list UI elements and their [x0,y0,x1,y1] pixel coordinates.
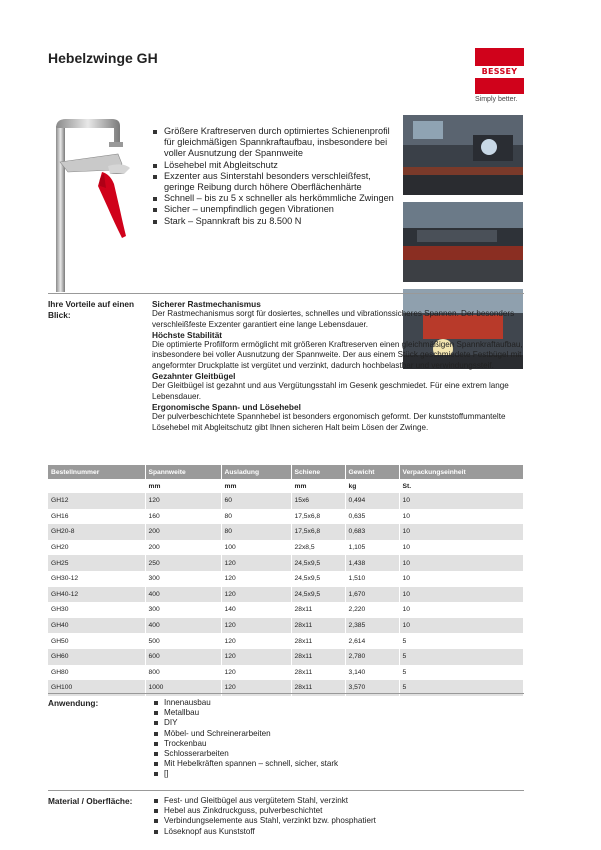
table-cell: GH16 [48,509,145,525]
table-cell: 28x11 [291,680,345,696]
list-item: Löseknopf aus Kunststoff [152,827,376,837]
table-cell: 1,105 [345,540,399,556]
material-label: Material / Oberfläche: [48,796,133,806]
table-cell: 1,670 [345,587,399,603]
workshop-photo [403,202,523,282]
table-cell: 10 [399,509,524,525]
table-cell: 300 [145,602,221,618]
table-row [48,555,524,571]
table-cell: 2,220 [345,602,399,618]
table-cell: 0,494 [345,493,399,509]
table-cell: 24,5x9,5 [291,587,345,603]
feature-item: Stark – Spannkraft bis zu 8.500 N [152,216,402,227]
list-item: Fest- und Gleitbügel aus vergütetem Stahl, verzinkt [152,796,376,806]
brand-logo [475,48,524,103]
feature-item: Größere Kraftreserven durch optimiertes Schienenprofil für gleichmäßigen Spannkraftaufbau, insbesondere bei voller Ausnutzung der Spannweite [152,126,402,160]
table-cell: 5 [399,649,524,665]
table-cell: 80 [221,509,291,525]
table-cell: 28x11 [291,633,345,649]
table-cell: 3,140 [345,665,399,681]
table-cell: GH30 [48,602,145,618]
list-item: Mit Hebelkräften spannen – schnell, sicher, stark [152,759,338,769]
application-label: Anwendung: [48,698,99,708]
section-divider [48,293,524,294]
table-cell: 0,683 [345,524,399,540]
table-cell: 250 [145,555,221,571]
table-cell: 60 [221,493,291,509]
table-cell: 10 [399,555,524,571]
section-divider [48,790,524,791]
table-cell: 10 [399,618,524,634]
table-cell: 28x11 [291,649,345,665]
logo-box [475,48,524,94]
table-cell: 0,635 [345,509,399,525]
table-cell: 5 [399,633,524,649]
advantages-label: Ihre Vorteile auf einen Blick: [48,299,135,320]
table-cell: 10 [399,524,524,540]
feature-item: Schnell – bis zu 5 x schneller als herkömmliche Zwingen [152,193,402,204]
table-cell: 1,510 [345,571,399,587]
units-row [48,479,524,493]
list-item: Verbindungselemente aus Stahl, verzinkt bzw. phosphatiert [152,816,376,826]
column-header: Bestellnummer [48,465,145,479]
table-cell: GH40 [48,618,145,634]
application-list [152,698,338,780]
table-cell: 28x11 [291,618,345,634]
list-item: DIY [152,718,338,728]
table-cell: 28x11 [291,665,345,681]
table-cell: 120 [221,587,291,603]
advantage-heading: Ergonomische Spann- und Lösehebel [152,401,301,412]
list-item: Trockenbau [152,739,338,749]
column-header: Spannweite [145,465,221,479]
table-row [48,665,524,681]
advantage-heading: Gezahnter Gleitbügel [152,371,236,382]
table-cell: GH40-12 [48,587,145,603]
table-cell: 120 [221,680,291,696]
table-cell: 120 [221,649,291,665]
product-image [48,114,148,294]
page-title: Hebelzwinge GH [48,50,158,66]
table-cell: GH80 [48,665,145,681]
workshop-photo [403,115,523,195]
table-row [48,571,524,587]
list-item: [] [152,769,338,779]
table-cell: GH50 [48,633,145,649]
unit-cell: mm [291,479,345,493]
table-cell: 200 [145,524,221,540]
table-cell: 200 [145,540,221,556]
feature-item: Exzenter aus Sinterstahl besonders verschleißfest, geringe Reibung durch höhere Oberflächenhärte [152,171,402,193]
table-cell: 500 [145,633,221,649]
table-cell: 10 [399,540,524,556]
section-divider [48,693,524,694]
list-item: Innenausbau [152,698,338,708]
list-item: Metallbau [152,708,338,718]
table-cell: 120 [221,618,291,634]
table-row [48,493,524,509]
specs-table [48,465,524,696]
list-item: Hebel aus Zinkdruckguss, pulverbeschichtet [152,806,376,816]
table-row [48,587,524,603]
table-cell: GH30-12 [48,571,145,587]
list-item: Möbel- und Schreinerarbeiten [152,729,338,739]
table-header-row [48,465,524,479]
table-row [48,509,524,525]
unit-cell: kg [345,479,399,493]
table-cell: GH12 [48,493,145,509]
logo-text: BESSEY [481,67,518,76]
table-cell: 24,5x9,5 [291,571,345,587]
column-header: Gewicht [345,465,399,479]
logo-tagline: Simply better. [475,96,518,103]
table-row [48,633,524,649]
table-cell: 120 [221,571,291,587]
table-cell: GH20-8 [48,524,145,540]
table-cell: GH60 [48,649,145,665]
table-cell: 1,438 [345,555,399,571]
table-cell: GH25 [48,555,145,571]
feature-list [152,126,402,227]
advantage-text: Der Gleitbügel ist gezahnt und aus Vergütungsstahl im Gesenk geschmiedet. Für eine extrem lange Lebensdauer. [152,381,509,401]
column-header: Ausladung [221,465,291,479]
table-cell: 10 [399,587,524,603]
unit-cell: mm [145,479,221,493]
material-list [152,796,376,837]
table-cell: 10 [399,602,524,618]
table-cell: 22x8,5 [291,540,345,556]
table-cell: 120 [221,555,291,571]
table-cell: 100 [221,540,291,556]
table-cell: 2,780 [345,649,399,665]
table-cell: 28x11 [291,602,345,618]
table-row [48,602,524,618]
table-row [48,649,524,665]
unit-cell [48,479,145,493]
advantage-text: Die optimierte Profilform ermöglicht mit größeren Kraftreserven einen gleichmäßigen Spannkraftaufbau, insbesondere bei voller Ausnutzung der Spannweite. Der aus einem Stück geschmiedete Festbügel mit angeformter Druckplatte ist vergütet und verzinkt, dadurch hochbelastbar und verwindungssteif. [152,340,523,370]
table-cell: 5 [399,665,524,681]
table-cell: 15x6 [291,493,345,509]
table-cell: 5 [399,680,524,696]
table-cell: 120 [221,665,291,681]
advantages-body [152,299,524,433]
advantage-heading: Sicherer Rastmechanismus [152,299,261,309]
table-cell: 3,570 [345,680,399,696]
table-cell: 400 [145,587,221,603]
feature-item: Sicher – unempfindlich gegen Vibrationen [152,204,402,215]
table-cell: 140 [221,602,291,618]
table-row [48,618,524,634]
table-cell: 10 [399,571,524,587]
table-cell: 24,5x9,5 [291,555,345,571]
table-cell: 17,5x6,8 [291,509,345,525]
table-cell: 120 [145,493,221,509]
unit-cell: mm [221,479,291,493]
table-cell: 400 [145,618,221,634]
table-cell: 600 [145,649,221,665]
list-item: Schlosserarbeiten [152,749,338,759]
table-row [48,524,524,540]
advantage-heading: Höchste Stabilität [152,329,223,340]
table-cell: 2,614 [345,633,399,649]
table-cell: 80 [221,524,291,540]
unit-cell: St. [399,479,524,493]
table-cell: GH20 [48,540,145,556]
table-cell: 10 [399,493,524,509]
table-cell: 300 [145,571,221,587]
advantage-text: Der Rastmechanismus sorgt für dosiertes, schnelles und vibrationssicheres Spannen. Der besonders verschleißfeste Exzenter garantiert eine lange Lebensdauer. [152,309,515,329]
column-header: Verpackungseinheit [399,465,524,479]
table-cell: 2,385 [345,618,399,634]
table-row [48,540,524,556]
feature-item: Lösehebel mit Abgleitschutz [152,160,402,171]
table-cell: 17,5x6,8 [291,524,345,540]
table-cell: 800 [145,665,221,681]
table-cell: 120 [221,633,291,649]
table-cell: 1000 [145,680,221,696]
advantage-text: Der pulverbeschichtete Spannhebel ist besonders ergonomisch geformt. Der kunststoffummantelte Lösehebel mit Abgleitschutz gibt Ihnen sicheren Halt beim Lösen der Zwinge. [152,412,506,432]
table-cell: GH100 [48,680,145,696]
column-header: Schiene [291,465,345,479]
table-cell: 160 [145,509,221,525]
